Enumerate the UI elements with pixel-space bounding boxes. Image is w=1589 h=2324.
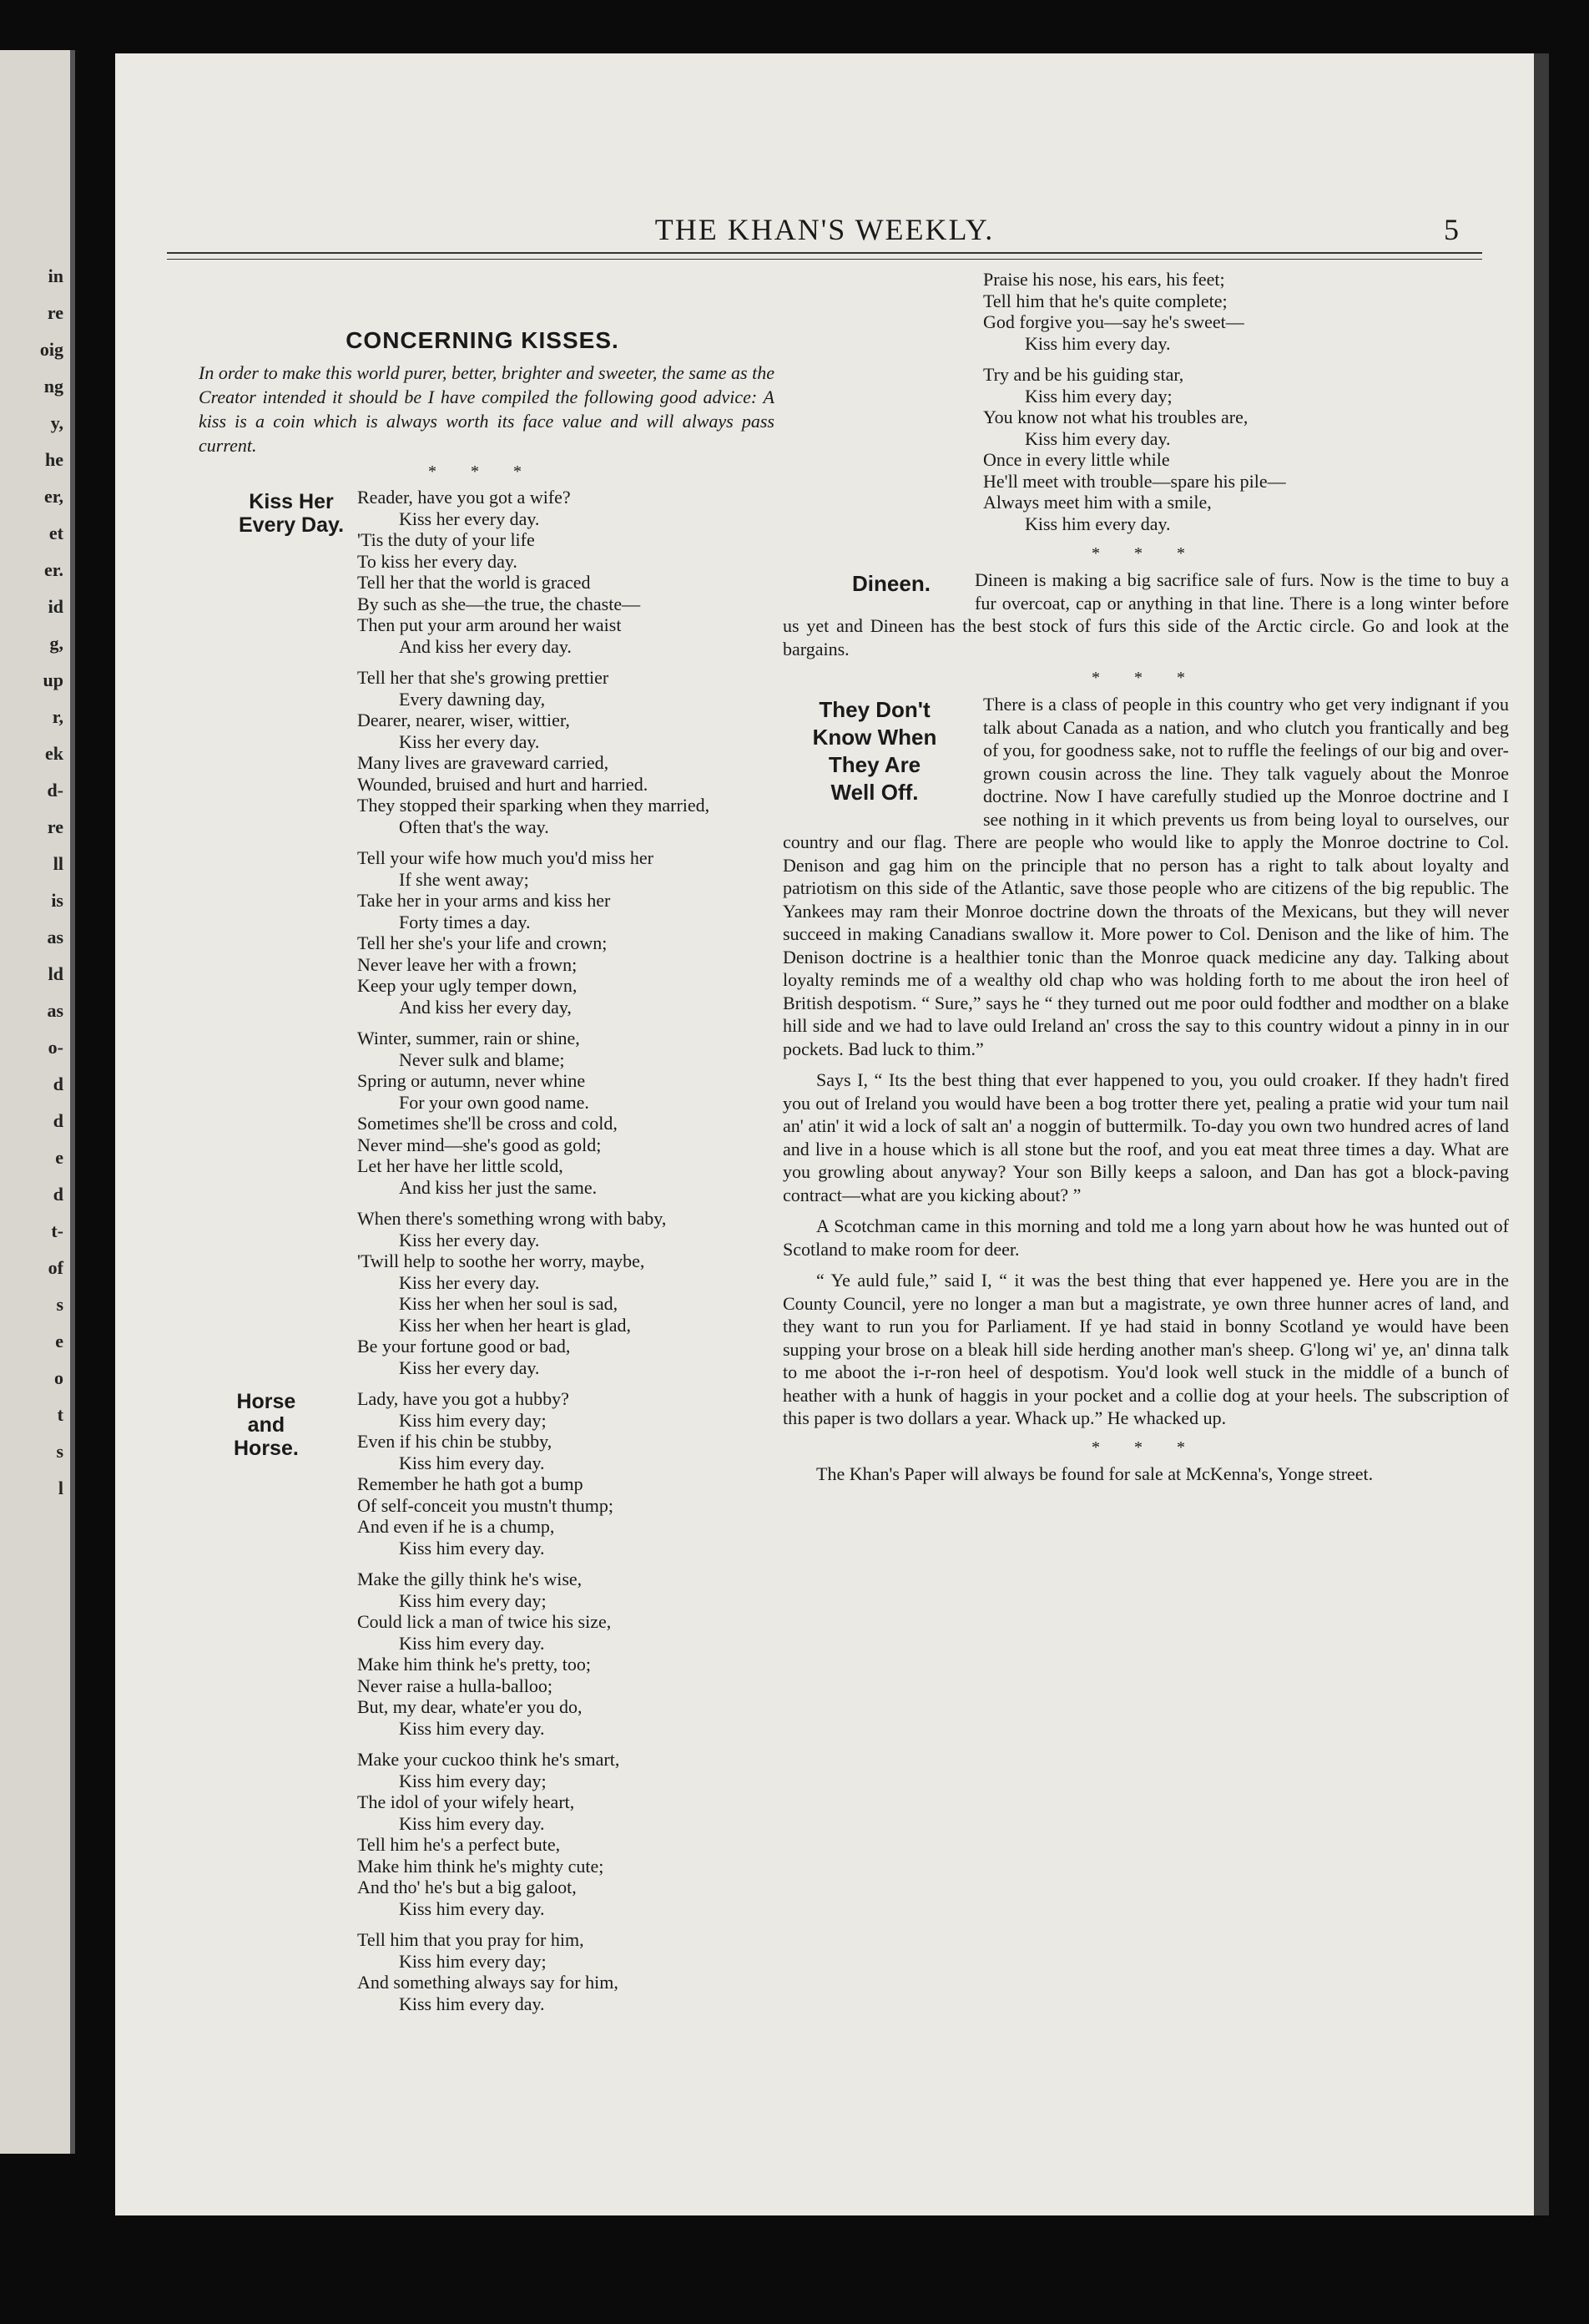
poem-line: Kiss him every day; — [399, 1770, 547, 1791]
poem-line: You know not what his troubles are, — [983, 407, 1248, 427]
cutoff-text-fragment: ng — [43, 376, 63, 397]
paragraph: A Scotchman came in this morning and told me a long yarn about how he was hunted out of Scotland to make room for deer. — [783, 1215, 1509, 1260]
poem-line: Kiss him every day. — [399, 1632, 545, 1654]
section-divider: * * * — [428, 462, 537, 481]
poem-line: Never leave her with a frown; — [357, 953, 578, 975]
cutoff-text-fragment: ek — [45, 743, 63, 764]
cutoff-text-fragment: er, — [43, 486, 63, 507]
poem-line: Kiss her when her soul is sad, — [399, 1293, 618, 1314]
header-rule — [167, 252, 1482, 254]
poem-line: Make him think he's mighty cute; — [357, 1855, 604, 1877]
poem-line: The idol of your wifely heart, — [357, 1791, 575, 1812]
side-heading-kiss-her: Kiss Her Every Day. — [239, 490, 345, 537]
cutoff-text-fragment: l — [58, 1478, 63, 1498]
newspaper-page — [115, 53, 1534, 2215]
poem-line: 'Tis the duty of your life — [357, 529, 535, 550]
poem-line: Then put your arm around her waist — [357, 614, 622, 635]
poem-line: They stopped their sparking when they married, — [357, 795, 710, 816]
poem-line: But, my dear, whate'er you do, — [357, 1696, 583, 1717]
cutoff-text-fragment: t- — [51, 1220, 63, 1241]
poem-line: Tell her she's your life and crown; — [357, 932, 608, 953]
poem-line: If she went away; — [399, 868, 529, 890]
poem-line: Praise his nose, his ears, his feet; — [983, 269, 1225, 290]
poem-line: Make him think he's pretty, too; — [357, 1654, 591, 1675]
poem-line: Kiss him every day; — [399, 1950, 547, 1972]
poem-line: Kiss him every day. — [399, 1812, 545, 1834]
cutoff-text-fragment: of — [48, 1257, 63, 1278]
poem-line: And something always say for him, — [357, 1972, 618, 1993]
cutoff-text-fragment: d — [53, 1110, 63, 1131]
poem-line: Kiss him every day. — [399, 1897, 545, 1919]
poem-line: Make the gilly think he's wise, — [357, 1569, 583, 1589]
poem-line: Wounded, bruised and hurt and harried. — [357, 773, 648, 795]
stanza — [357, 1569, 800, 1739]
poem-section-kiss-her — [165, 487, 800, 1378]
poem-line: Kiss him every day; — [1025, 385, 1173, 407]
poem-line: Be your fortune good or bad, — [357, 1336, 571, 1357]
they-dont-know-article — [783, 693, 1509, 1430]
stanza — [357, 1028, 800, 1198]
poem-line: Tell your wife how much you'd miss her — [357, 847, 653, 868]
header-rule-thin — [167, 259, 1482, 260]
cutoff-text-fragment: y, — [50, 412, 63, 433]
page-number: 5 — [1444, 213, 1459, 246]
poem-line: Often that's the way. — [399, 816, 549, 837]
poem-line: Kiss him every day; — [399, 1589, 547, 1611]
cutoff-text-fragment: e — [55, 1331, 63, 1351]
cutoff-text-fragment: o- — [48, 1037, 63, 1058]
poem-line: To kiss her every day. — [357, 550, 517, 572]
cutoff-text-fragment: is — [51, 890, 63, 911]
cutoff-text-fragment: he — [45, 449, 63, 470]
poem-line: Could lick a man of twice his size, — [357, 1611, 612, 1632]
page-header — [115, 212, 1534, 270]
cutoff-text-fragment: o — [54, 1367, 63, 1388]
cutoff-text-fragment: as — [47, 927, 63, 947]
poem-kiss-her-every-day — [357, 487, 800, 1378]
paragraph: There is a class of people in this country who get very indignant if you talk about Canada as a nation, and who clutch you frantically and beg of you, for goodness sake, not to ruffle the feelings of our big and over-grown cousin across the line. They talk vaguely about the Monroe doctrine. Now I have carefully studied up the Monroe doctrine and I see nothing in it which prevents us from being loyal to ourselves, our country and our flag. There are people who would like to apply the Monroe doctrine to Col. Denison and gag him on the principle that no person has a right to talk about loyalty and patriotism on this side of the Atlantic, save those people who are citizens of the big republic. The Yankees may ram their Monroe doctrine down the throats of the Mexicans, but they will never succeed in making Canadians swallow it. More power to Col. Denison and the like of him. The Denison doctrine is a healthier tonic than the Monroe quack medicine any day. Talking about loyalty reminds me of a wealthy old chap who was holding forth to me about the iron heel of British despotism. “ Sure,” says he “ they turned out me poor ould fodther and modther on a blake hill side and we had to lave ould Ireland an' cross the say to this country widout a pinny in in our pockets. Bad luck to thim.” — [783, 694, 1509, 1059]
poem-line: Sometimes she'll be cross and cold, — [357, 1113, 618, 1134]
stanza — [357, 1388, 800, 1559]
cutoff-text-fragment: oig — [39, 339, 63, 360]
poem-line: God forgive you—say he's sweet— — [983, 311, 1244, 332]
poem-line: Dearer, nearer, wiser, wittier, — [357, 710, 570, 730]
poem-line: Always meet him with a smile, — [983, 492, 1212, 513]
poem-line: Tell him that he's quite complete; — [983, 290, 1228, 311]
cutoff-text-fragment: re — [47, 816, 63, 837]
poem-line: 'Twill help to soothe her worry, maybe, — [357, 1250, 645, 1271]
poem-line: And tho' he's but a big galoot, — [357, 1877, 577, 1897]
stanza — [357, 1749, 800, 1919]
right-column — [783, 269, 1509, 1493]
section-divider: * * * — [1092, 544, 1200, 563]
poem-line: Kiss him every day. — [399, 1537, 545, 1559]
poem-line: Tell him that you pray for him, — [357, 1929, 584, 1950]
poem-line: Kiss him every day. — [399, 1452, 545, 1473]
poem-line: Make your cuckoo think he's smart, — [357, 1749, 620, 1770]
poem-line: Kiss him every day. — [399, 1717, 545, 1739]
stanza — [983, 269, 1509, 354]
poem-line: Tell her that she's growing prettier — [357, 667, 609, 688]
masthead-title: THE KHAN'S WEEKLY. — [654, 213, 995, 246]
cutoff-text-fragment: ld — [48, 963, 63, 984]
cutoff-text-fragment: d — [53, 1074, 63, 1094]
poem-line: Spring or autumn, never whine — [357, 1070, 586, 1091]
stanza — [357, 847, 800, 1018]
poem-line: Reader, have you got a wife? — [357, 487, 571, 508]
poem-line: And kiss her just the same. — [399, 1176, 598, 1198]
poem-section-horse — [165, 1388, 800, 2014]
poem-line: Winter, summer, rain or shine, — [357, 1028, 580, 1048]
poem-line: Never mind—she's good as gold; — [357, 1134, 602, 1155]
side-heading-they-dont-know: They Don't Know When They Are Well Off. — [812, 697, 937, 805]
poem-line: When there's something wrong with baby, — [357, 1208, 667, 1229]
poem-line: And even if he is a chump, — [357, 1516, 555, 1537]
poem-line: Forty times a day. — [399, 911, 531, 932]
poem-line: Kiss him every day. — [1025, 332, 1171, 354]
poem-line: Let her have her little scold, — [357, 1155, 563, 1176]
stanza — [983, 364, 1509, 534]
stanza — [357, 667, 800, 837]
side-heading-horse-and-horse: Horse and Horse. — [234, 1390, 299, 1460]
cutoff-text-fragment: d- — [47, 780, 63, 801]
section-divider: * * * — [1092, 669, 1200, 687]
cutoff-text-fragment: up — [43, 669, 63, 690]
poem-line: Try and be his guiding star, — [983, 364, 1184, 385]
poem-line: Kiss her when her heart is glad, — [399, 1314, 631, 1336]
cutoff-text-fragment: id — [48, 596, 63, 617]
poem-line: Kiss her every day. — [399, 1357, 540, 1378]
dineen-text: Dineen is making a big sacrifice sale of furs. Now is the time to buy a fur overcoat, cap or anything in that line. There is a long winter before us yet and Dineen has the best stock of furs this side of the Arctic circle. Go and look at the bargains. — [783, 569, 1509, 659]
poem-line: Once in every little while — [983, 449, 1170, 470]
left-column — [165, 269, 800, 2024]
poem-line: Of self-conceit you mustn't thump; — [357, 1494, 614, 1516]
poem-line: Kiss him every day; — [399, 1409, 547, 1431]
poem-line: Every dawning day, — [399, 688, 546, 710]
cutoff-text-fragment: g, — [49, 633, 63, 654]
stanza — [357, 1208, 800, 1378]
poem-line: For your own good name. — [399, 1091, 589, 1113]
poem-line: Never raise a hulla-balloo; — [357, 1675, 552, 1696]
poem-line: Keep your ugly temper down, — [357, 975, 578, 996]
cutoff-text-fragment: r, — [52, 706, 63, 727]
cutoff-text-fragment: re — [47, 302, 63, 323]
poem-line: Take her in your arms and kiss her — [357, 890, 611, 911]
section-divider: * * * — [1092, 1437, 1200, 1457]
cutoff-text-fragment: as — [47, 1000, 63, 1021]
cutoff-text-fragment: t — [57, 1404, 63, 1425]
cutoff-text-fragment: er. — [43, 559, 63, 580]
stanza — [357, 487, 800, 657]
cutoff-text-fragment: et — [48, 523, 63, 543]
poem-line: Even if his chin be stubby, — [357, 1431, 552, 1452]
adjacent-page-sliver — [0, 50, 75, 2154]
poem-line: Kiss her every day. — [399, 730, 540, 752]
cutoff-text-fragment: e — [55, 1147, 63, 1168]
poem-line: Kiss her every day. — [399, 508, 540, 529]
poem-line: Kiss her every day. — [399, 1271, 540, 1293]
poem-line: By such as she—the true, the chaste— — [357, 593, 641, 614]
poem-line: Tell him he's a perfect bute, — [357, 1834, 561, 1855]
cutoff-text-fragment: ll — [53, 853, 63, 874]
poem-line: Never sulk and blame; — [399, 1048, 565, 1070]
poem-line: Tell her that the world is graced — [357, 572, 591, 593]
poem-line: Lady, have you got a hubby? — [357, 1388, 569, 1409]
article-intro: In order to make this world purer, better, brighter and sweeter, the same as the Creator intended it should be I have compiled the following good advice: A kiss is a coin which is always worth its face value and will always pass current. — [199, 362, 774, 456]
footer-note: The Khan's Paper will always be found for sale at McKenna's, Yonge street. — [816, 1463, 1374, 1484]
poem-continuation — [983, 269, 1509, 534]
paragraph: Says I, “ Its the best thing that ever happened to you, you ould croaker. If they hadn't fired you out of Ireland you would have been a bog trotter there yet, pealing a pratie wid your tum nail an' atin' it wid a lock of salt an' a noggin of buttermilk. To-day you own two hundred acres of land and live in a house which is all stone but the roof, and you eat meat three times a day. What are you growling about anyway? Your son Billy keeps a saloon, and Dan has got a block-paving contract—what are you kicking about? ” — [783, 1069, 1509, 1205]
poem-line: He'll meet with trouble—spare his pile— — [983, 470, 1286, 492]
paragraph: “ Ye auld fule,” said I, “ it was the best thing that ever happened ye. Here you are in the County Council, yere no longer a man but a magistrate, ye own three hunner acres of land, and they want to run you for Parliament. If ye had staid in bonny Scotland ye would have been supping your brose on a bleak hill side herding another man's sheep. G'long wi' ye, an' dinna talk to me aboot the i-r-ron heel of despotism. You'd look well stuck in the middle of a bunch of heather with a hunk of haggis in your pocket and a collie dog at your heels. The subscription of this paper is two dollars a year. Whack up.” He whacked up. — [783, 1270, 1509, 1428]
dineen-notice — [783, 568, 1509, 660]
cutoff-text-fragment: d — [53, 1184, 63, 1205]
cutoff-text-fragment: in — [48, 265, 63, 286]
poem-line: Remember he hath got a bump — [357, 1473, 583, 1494]
page-gutter — [70, 50, 75, 2154]
poem-line: Kiss him every day. — [1025, 513, 1171, 534]
poem-line: And kiss her every day. — [399, 635, 572, 657]
article-title: CONCERNING KISSES. — [346, 327, 619, 353]
poem-line: Many lives are graveward carried, — [357, 752, 609, 773]
poem-line: Kiss him every day. — [399, 1993, 545, 2014]
cutoff-text-fragment: s — [56, 1294, 63, 1315]
cutoff-text-fragment: s — [56, 1441, 63, 1462]
dineen-heading: Dineen. — [852, 571, 931, 596]
poem-line: And kiss her every day, — [399, 996, 572, 1018]
poem-horse-and-horse — [357, 1388, 800, 2014]
poem-line: Kiss him every day. — [1025, 427, 1171, 449]
stanza — [357, 1929, 800, 2014]
poem-line: Kiss her every day. — [399, 1229, 540, 1250]
